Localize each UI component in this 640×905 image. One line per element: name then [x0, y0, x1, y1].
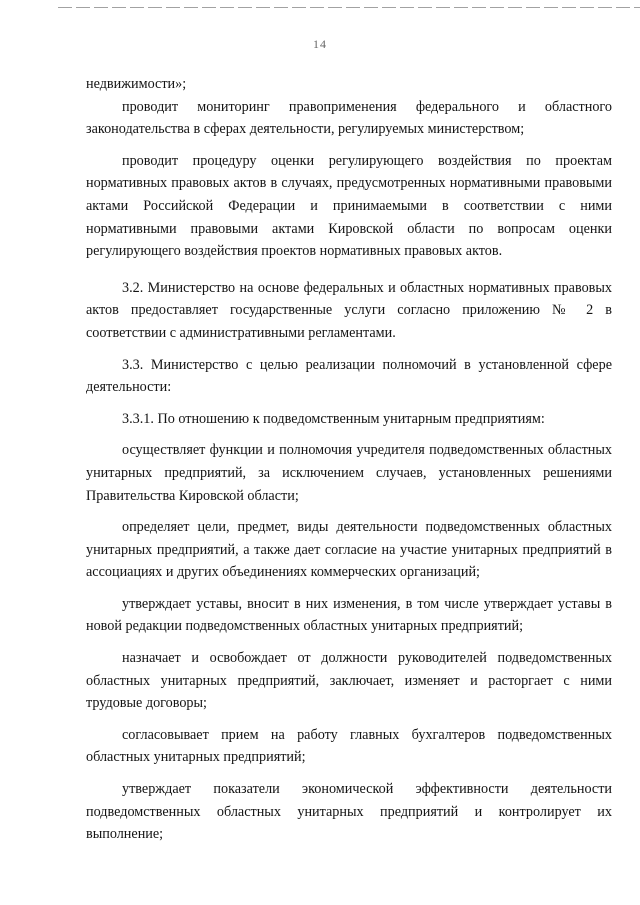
- paragraph-accountants: согласовывает прием на работу главных бухгалтеров подведомственных областных унитарных предприятий;: [86, 726, 612, 766]
- paragraph-3-2: 3.2. Министерство на основе федеральных и областных нормативных правовых актов предоставляет государственные услуги согласно приложению № 2 в соответствии с административными регламентами.: [86, 279, 612, 341]
- paragraph-monitoring: проводит мониторинг правоприменения федерального и областного законодательства в сферах деятельности, регулируемых министерством;: [86, 98, 612, 138]
- paragraph-continuation: недвижимости»;: [86, 76, 187, 92]
- paragraph-efficiency: утверждает показатели экономической эффективности деятельности подведомственных областных унитарных предприятий и контролирует их выполнение;: [86, 781, 612, 843]
- paragraph-goals: определяет цели, предмет, виды деятельности подведомственных областных унитарных предприятий, а также дает согласие на участие унитарных предприятий в ассоциациях и других объединениях коммерческих организаций;: [86, 519, 612, 581]
- paragraph-founder-functions: осуществляет функции и полномочия учредителя подведомственных областных унитарных предприятий, за исключением случаев, установленных решениями Правительства Кировской области;: [86, 442, 612, 504]
- page-number: 14: [313, 37, 327, 51]
- paragraph-directors: назначает и освобождает от должности руководителей подведомственных областных унитарных предприятий, заключает, изменяет и расторгает с ними трудовые договоры;: [86, 650, 612, 712]
- top-scan-border: [58, 7, 640, 8]
- paragraph-3-3-1: 3.3.1. По отношению к подведомственным унитарным предприятиям:: [122, 410, 545, 427]
- paragraph-regulatory-impact: проводит процедуру оценки регулирующего воздействия по проектам нормативных правовых актов в случаях, предусмотренных нормативными правовыми актами Российской Федерации и принимаемыми в соответствии с ними нормативными правовыми актами Кировской области по вопросам оценки регулирующего воздействия проектов нормативных правовых актов.: [86, 152, 612, 260]
- document-body: [86, 73, 612, 846]
- paragraph-3-3: 3.3. Министерство с целью реализации полномочий в установленной сфере деятельности:: [86, 356, 612, 396]
- paragraph-charters: утверждает уставы, вносит в них изменения, в том числе утверждает уставы в новой редакции подведомственных областных унитарных предприятий;: [86, 595, 612, 635]
